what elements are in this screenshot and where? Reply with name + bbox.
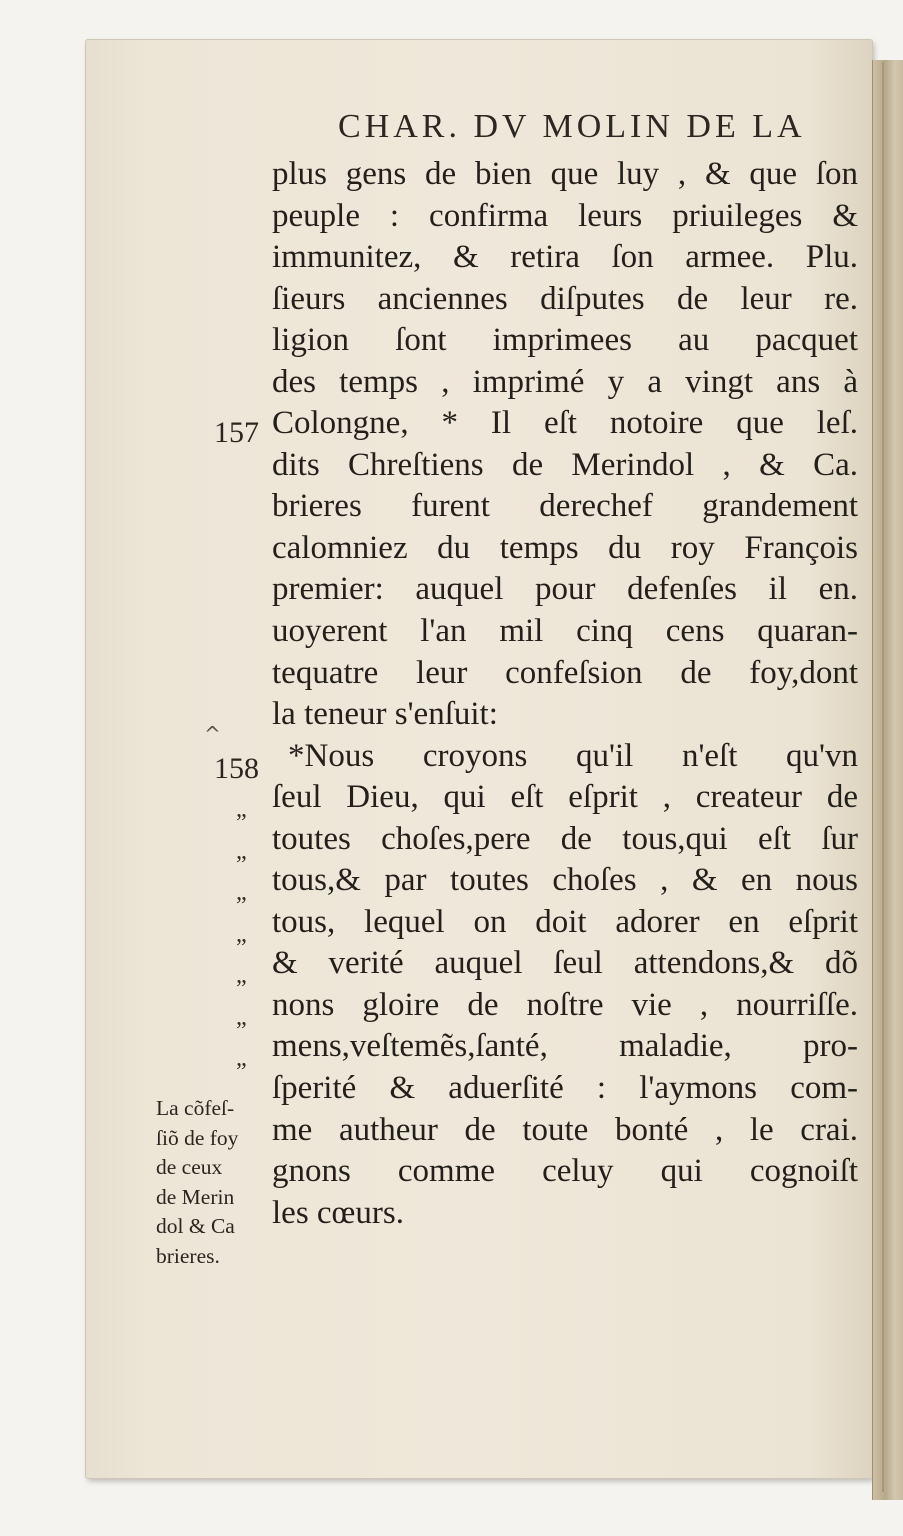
text-line: mens,veſtemẽs,ſanté, maladie, pro- bbox=[272, 1028, 858, 1065]
page-edge-shadow bbox=[882, 62, 884, 1492]
running-head: CHAR. DV MOLIN DE LA bbox=[338, 108, 806, 145]
text-line: la teneur s'enſuit: bbox=[272, 696, 498, 733]
text-line: des temps , imprimé y a vingt ans à bbox=[272, 363, 858, 400]
margin-number: 158 bbox=[214, 752, 259, 785]
side-note-line: dol & Ca bbox=[156, 1214, 235, 1238]
quotation-mark: ” bbox=[236, 1018, 247, 1044]
text-line: nons gloire de noſtre vie , nourriſſe. bbox=[272, 986, 858, 1023]
quotation-mark: ” bbox=[236, 976, 247, 1002]
text-line: & verité auquel ſeul attendons,& dõ bbox=[272, 945, 858, 982]
text-line: ſperité & aduerſité : l'aymons com- bbox=[272, 1070, 858, 1107]
body-text bbox=[272, 154, 858, 1234]
text-line: ſeul Dieu, qui eſt eſprit , createur de bbox=[272, 779, 858, 816]
side-note-line: ſiõ de foy bbox=[156, 1125, 239, 1150]
text-line: les cœurs. bbox=[272, 1194, 404, 1231]
caret-mark: ^ bbox=[204, 722, 221, 746]
quotation-mark: ” bbox=[236, 1059, 247, 1085]
text-line: tequatre leur confeſsion de foy,dont bbox=[272, 654, 858, 691]
text-line: toutes choſes,pere de tous,qui eſt ſur bbox=[272, 820, 858, 857]
text-line: Colongne, * Il eſt notoire que leſ. bbox=[272, 405, 858, 442]
side-note-line: de Merin bbox=[156, 1184, 235, 1209]
text-line: gnons comme celuy qui cognoiſt bbox=[272, 1153, 858, 1190]
side-note-line: brieres. bbox=[156, 1243, 220, 1268]
side-note bbox=[156, 1094, 266, 1271]
text-line: *Nous croyons qu'il n'eſt qu'vn bbox=[288, 737, 858, 774]
quotation-mark: ” bbox=[236, 810, 247, 836]
margin-number: 157 bbox=[214, 416, 259, 449]
text-line: premier: auquel pour defenſes il en. bbox=[272, 571, 858, 608]
text-line: me autheur de toute bonté , le crai. bbox=[272, 1111, 858, 1148]
text-line: ligion ſont imprimees au pacquet bbox=[272, 322, 858, 359]
text-line: ſieurs anciennes diſputes de leur re. bbox=[272, 280, 858, 317]
text-line: peuple : confirma leurs priuileges & bbox=[272, 197, 858, 234]
text-line: immunitez, & retira ſon armee. Plu. bbox=[272, 239, 858, 276]
text-line: plus gens de bien que luy , & que ſon bbox=[272, 156, 858, 192]
quotation-mark: ” bbox=[236, 893, 247, 919]
text-line: dits Chreſtiens de Merindol , & Ca. bbox=[272, 446, 858, 483]
side-note-line: de ceux bbox=[156, 1155, 223, 1179]
quotation-mark: ” bbox=[236, 852, 247, 878]
quotation-mark: ” bbox=[236, 935, 247, 961]
side-note-line: La cõfeſ- bbox=[156, 1096, 235, 1120]
next-page-edge bbox=[872, 60, 903, 1500]
text-line: brieres furent derechef grandement bbox=[272, 488, 858, 525]
text-line: calomniez du temps du roy François bbox=[272, 529, 858, 566]
text-line: uoyerent l'an mil cinq cens quaran- bbox=[272, 613, 858, 650]
text-line: tous, lequel on doit adorer en eſprit bbox=[272, 903, 858, 940]
text-line: tous,& par toutes choſes , & en nous bbox=[272, 862, 858, 899]
